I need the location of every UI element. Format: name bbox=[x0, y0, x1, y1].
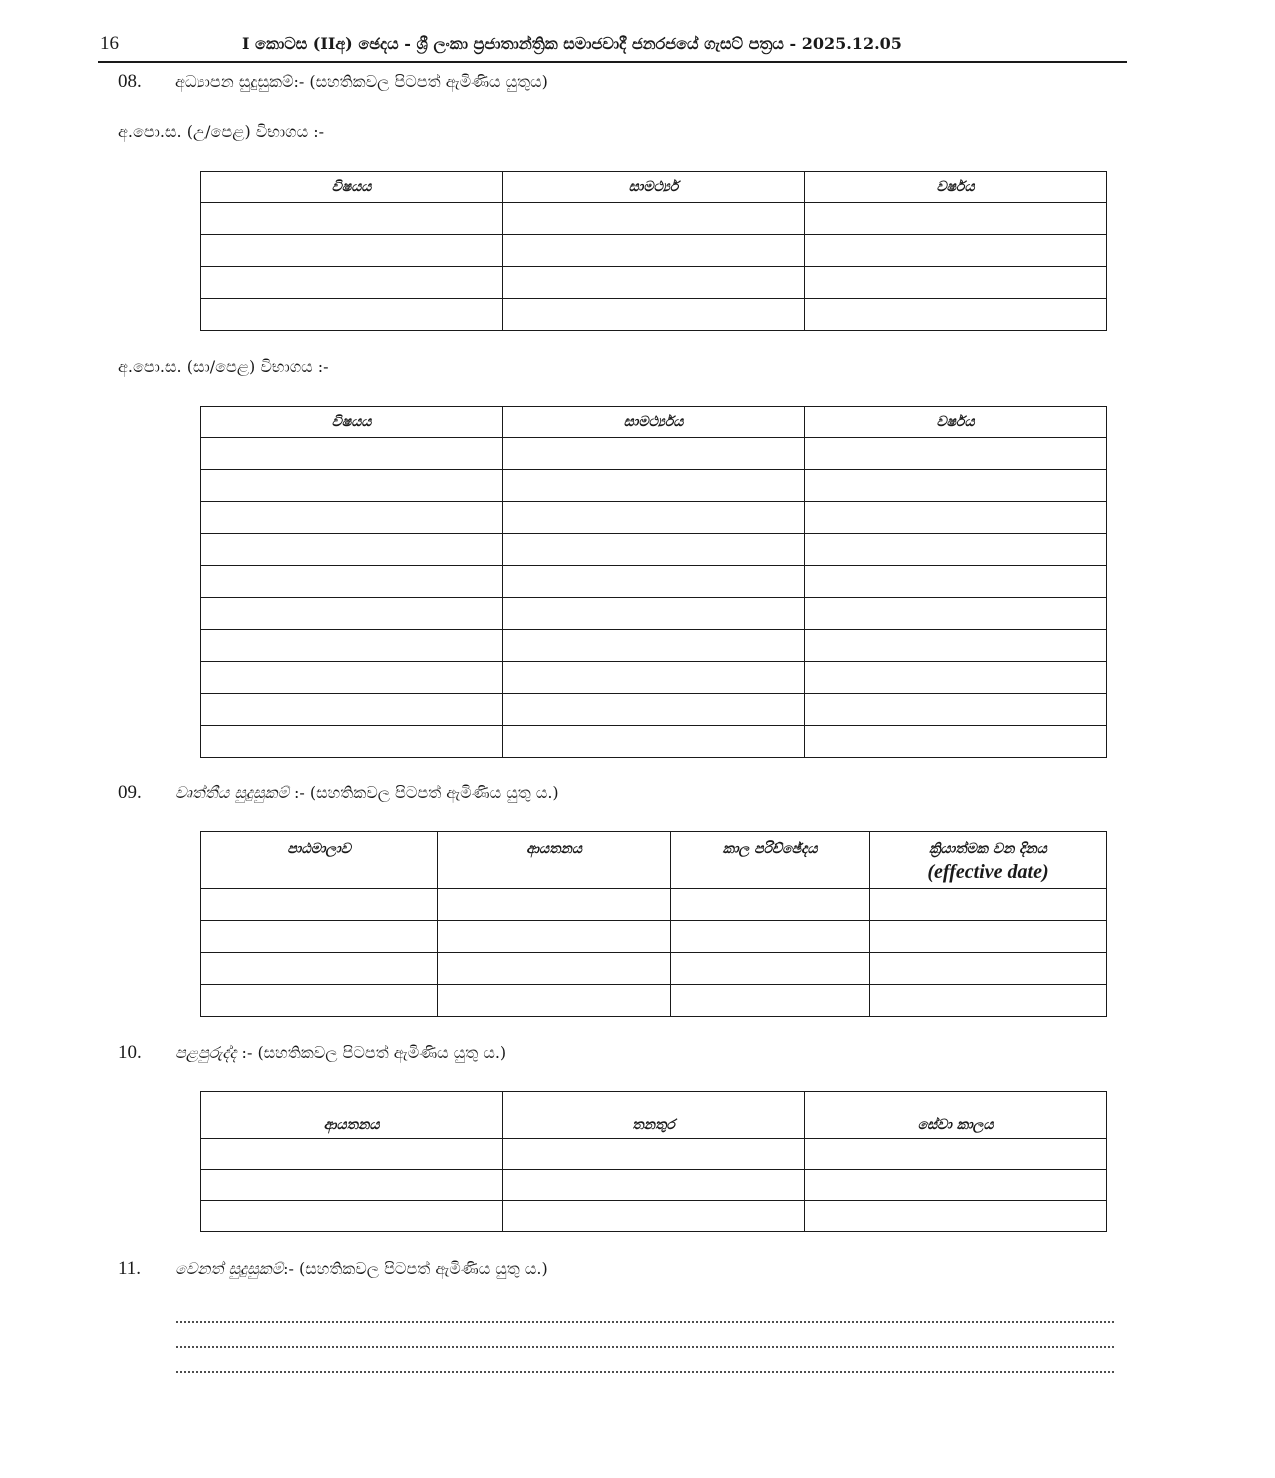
table-cell[interactable] bbox=[870, 921, 1107, 953]
table-row bbox=[201, 598, 1107, 630]
table-cell[interactable] bbox=[503, 235, 805, 267]
table-cell[interactable] bbox=[201, 1170, 503, 1201]
table-cell[interactable] bbox=[503, 1201, 805, 1232]
table-cell[interactable] bbox=[671, 953, 870, 985]
experience-table bbox=[200, 1091, 1107, 1232]
table-cell[interactable] bbox=[438, 889, 671, 921]
table-row bbox=[201, 662, 1107, 694]
section-10-title bbox=[175, 1043, 506, 1063]
table-cell[interactable] bbox=[201, 889, 438, 921]
table-cell[interactable] bbox=[503, 203, 805, 235]
ol-header-year: වර්ෂය bbox=[805, 407, 1107, 438]
voc-header-institute: ආයතනය bbox=[438, 832, 671, 889]
table-cell[interactable] bbox=[503, 267, 805, 299]
table-cell[interactable] bbox=[201, 1201, 503, 1232]
table-cell[interactable] bbox=[805, 299, 1107, 331]
table-cell[interactable] bbox=[503, 598, 805, 630]
table-row bbox=[201, 630, 1107, 662]
table-cell[interactable] bbox=[671, 889, 870, 921]
table-cell[interactable] bbox=[503, 438, 805, 470]
table-row bbox=[201, 299, 1107, 331]
table-cell[interactable] bbox=[671, 985, 870, 1017]
fill-in-dotted-line[interactable] bbox=[175, 1321, 1115, 1323]
table-cell[interactable] bbox=[201, 598, 503, 630]
table-cell[interactable] bbox=[201, 502, 503, 534]
table-row bbox=[201, 694, 1107, 726]
exp-header-institute: ආයතනය bbox=[201, 1092, 503, 1139]
ol-exam-label: අ.පො.ස. (සා/පෙළ) විභාගය :- bbox=[118, 357, 329, 376]
al-header-grade: සාමර්ථ්‍ය bbox=[503, 172, 805, 203]
table-cell[interactable] bbox=[503, 662, 805, 694]
table-cell[interactable] bbox=[201, 953, 438, 985]
table-cell[interactable] bbox=[201, 203, 503, 235]
voc-header-effective-date-si: ක්‍රියාත්මක වන දිනය bbox=[929, 841, 1047, 857]
section-09-title-rest: :- (සහතිකවල පිටපත් ඇමිණිය යුතු ය.) bbox=[288, 783, 559, 802]
table-cell[interactable] bbox=[438, 921, 671, 953]
table-cell[interactable] bbox=[201, 726, 503, 758]
table-cell[interactable] bbox=[503, 1170, 805, 1201]
table-cell[interactable] bbox=[805, 502, 1107, 534]
section-11-number: 11. bbox=[118, 1258, 142, 1279]
header-rule bbox=[98, 61, 1127, 63]
section-09-title-italic: වෘත්තීය සුදුසුකම් bbox=[175, 783, 289, 802]
table-cell[interactable] bbox=[201, 630, 503, 662]
table-cell[interactable] bbox=[201, 985, 438, 1017]
al-header-year: වර්ෂය bbox=[805, 172, 1107, 203]
table-row bbox=[201, 889, 1107, 921]
table-cell[interactable] bbox=[201, 438, 503, 470]
table-cell[interactable] bbox=[503, 534, 805, 566]
table-cell[interactable] bbox=[671, 921, 870, 953]
table-row bbox=[201, 1139, 1107, 1170]
gazette-header-title: I කොටස (IIඅ) ඡෙදය - ශ්‍රී ලංකා ප්‍රජාතාන්ත්‍රික සමාජවාදී ජනරජයේ ගැසට් පත්‍රය - 2025.12.05 bbox=[242, 34, 902, 53]
table-cell[interactable] bbox=[201, 1139, 503, 1170]
section-09-number: 09. bbox=[118, 782, 142, 803]
table-cell[interactable] bbox=[805, 694, 1107, 726]
table-row bbox=[201, 985, 1107, 1017]
table-cell[interactable] bbox=[805, 438, 1107, 470]
table-cell[interactable] bbox=[201, 534, 503, 566]
section-10-title-italic: පළපුරුද්ද bbox=[175, 1043, 237, 1062]
table-cell[interactable] bbox=[870, 953, 1107, 985]
table-row bbox=[201, 726, 1107, 758]
table-row bbox=[201, 953, 1107, 985]
table-cell[interactable] bbox=[805, 630, 1107, 662]
table-cell[interactable] bbox=[870, 985, 1107, 1017]
table-cell[interactable] bbox=[201, 470, 503, 502]
exp-header-service-period: සේවා කාලය bbox=[805, 1092, 1107, 1139]
table-cell[interactable] bbox=[201, 662, 503, 694]
table-cell[interactable] bbox=[503, 566, 805, 598]
section-11-title bbox=[175, 1259, 548, 1279]
table-cell[interactable] bbox=[870, 889, 1107, 921]
table-cell[interactable] bbox=[805, 1170, 1107, 1201]
table-row bbox=[201, 1201, 1107, 1232]
voc-header-effective-date-en: (effective date) bbox=[927, 861, 1049, 883]
table-cell[interactable] bbox=[805, 203, 1107, 235]
table-cell[interactable] bbox=[503, 470, 805, 502]
section-10-number: 10. bbox=[118, 1042, 142, 1063]
ol-header-subject: විෂයය bbox=[201, 407, 503, 438]
section-11-title-italic: වෙනත් සුදුසුකම් bbox=[175, 1259, 284, 1278]
table-cell[interactable] bbox=[201, 267, 503, 299]
ol-header-grade: සාමර්ථ්‍යය bbox=[503, 407, 805, 438]
table-row bbox=[201, 921, 1107, 953]
section-10-title-rest: :- (සහතිකවල පිටපත් ඇමිණිය යුතු ය.) bbox=[236, 1043, 507, 1062]
voc-header-effective-date bbox=[870, 832, 1107, 889]
al-exam-label: අ.පො.ස. (උ/පෙළ) විභාගය :- bbox=[118, 122, 324, 141]
table-cell[interactable] bbox=[805, 598, 1107, 630]
table-cell[interactable] bbox=[805, 566, 1107, 598]
table-cell[interactable] bbox=[503, 726, 805, 758]
fill-in-dotted-line[interactable] bbox=[175, 1371, 1115, 1373]
vocational-table bbox=[200, 831, 1107, 1017]
table-row bbox=[201, 1170, 1107, 1201]
fill-in-dotted-line[interactable] bbox=[175, 1346, 1115, 1348]
table-cell[interactable] bbox=[805, 534, 1107, 566]
table-cell[interactable] bbox=[438, 985, 671, 1017]
table-cell[interactable] bbox=[201, 235, 503, 267]
table-row bbox=[201, 534, 1107, 566]
table-cell[interactable] bbox=[201, 566, 503, 598]
exp-header-position: තනතුර bbox=[503, 1092, 805, 1139]
al-results-table bbox=[200, 171, 1107, 331]
table-cell[interactable] bbox=[805, 235, 1107, 267]
page-number: 16 bbox=[100, 33, 119, 54]
section-09-title bbox=[175, 783, 559, 803]
table-row bbox=[201, 470, 1107, 502]
voc-header-period: කාල පරිච්ඡේදය bbox=[671, 832, 870, 889]
voc-header-course: පාඨමාලාව bbox=[201, 832, 438, 889]
table-cell[interactable] bbox=[805, 726, 1107, 758]
table-row bbox=[201, 502, 1107, 534]
table-cell[interactable] bbox=[503, 1139, 805, 1170]
ol-results-table bbox=[200, 406, 1107, 758]
section-11-title-rest: :- (සහතිකවල පිටපත් ඇමිණිය යුතු ය.) bbox=[283, 1259, 548, 1278]
table-cell[interactable] bbox=[503, 299, 805, 331]
table-cell[interactable] bbox=[201, 921, 438, 953]
table-cell[interactable] bbox=[438, 953, 671, 985]
table-row bbox=[201, 566, 1107, 598]
table-row bbox=[201, 267, 1107, 299]
table-cell[interactable] bbox=[805, 267, 1107, 299]
table-cell[interactable] bbox=[503, 630, 805, 662]
al-header-subject: විෂයය bbox=[201, 172, 503, 203]
table-cell[interactable] bbox=[503, 502, 805, 534]
table-cell[interactable] bbox=[201, 299, 503, 331]
table-row bbox=[201, 235, 1107, 267]
table-cell[interactable] bbox=[805, 470, 1107, 502]
table-cell[interactable] bbox=[805, 1201, 1107, 1232]
table-row bbox=[201, 203, 1107, 235]
section-08-number: 08. bbox=[118, 71, 142, 92]
table-cell[interactable] bbox=[805, 662, 1107, 694]
table-cell[interactable] bbox=[503, 694, 805, 726]
section-08-title: අධ්‍යාපන සුදුසුකම්:- (සහතිකවල පිටපත් ඇමිණිය යුතුය) bbox=[175, 72, 548, 91]
table-cell[interactable] bbox=[805, 1139, 1107, 1170]
table-row bbox=[201, 438, 1107, 470]
table-cell[interactable] bbox=[201, 694, 503, 726]
